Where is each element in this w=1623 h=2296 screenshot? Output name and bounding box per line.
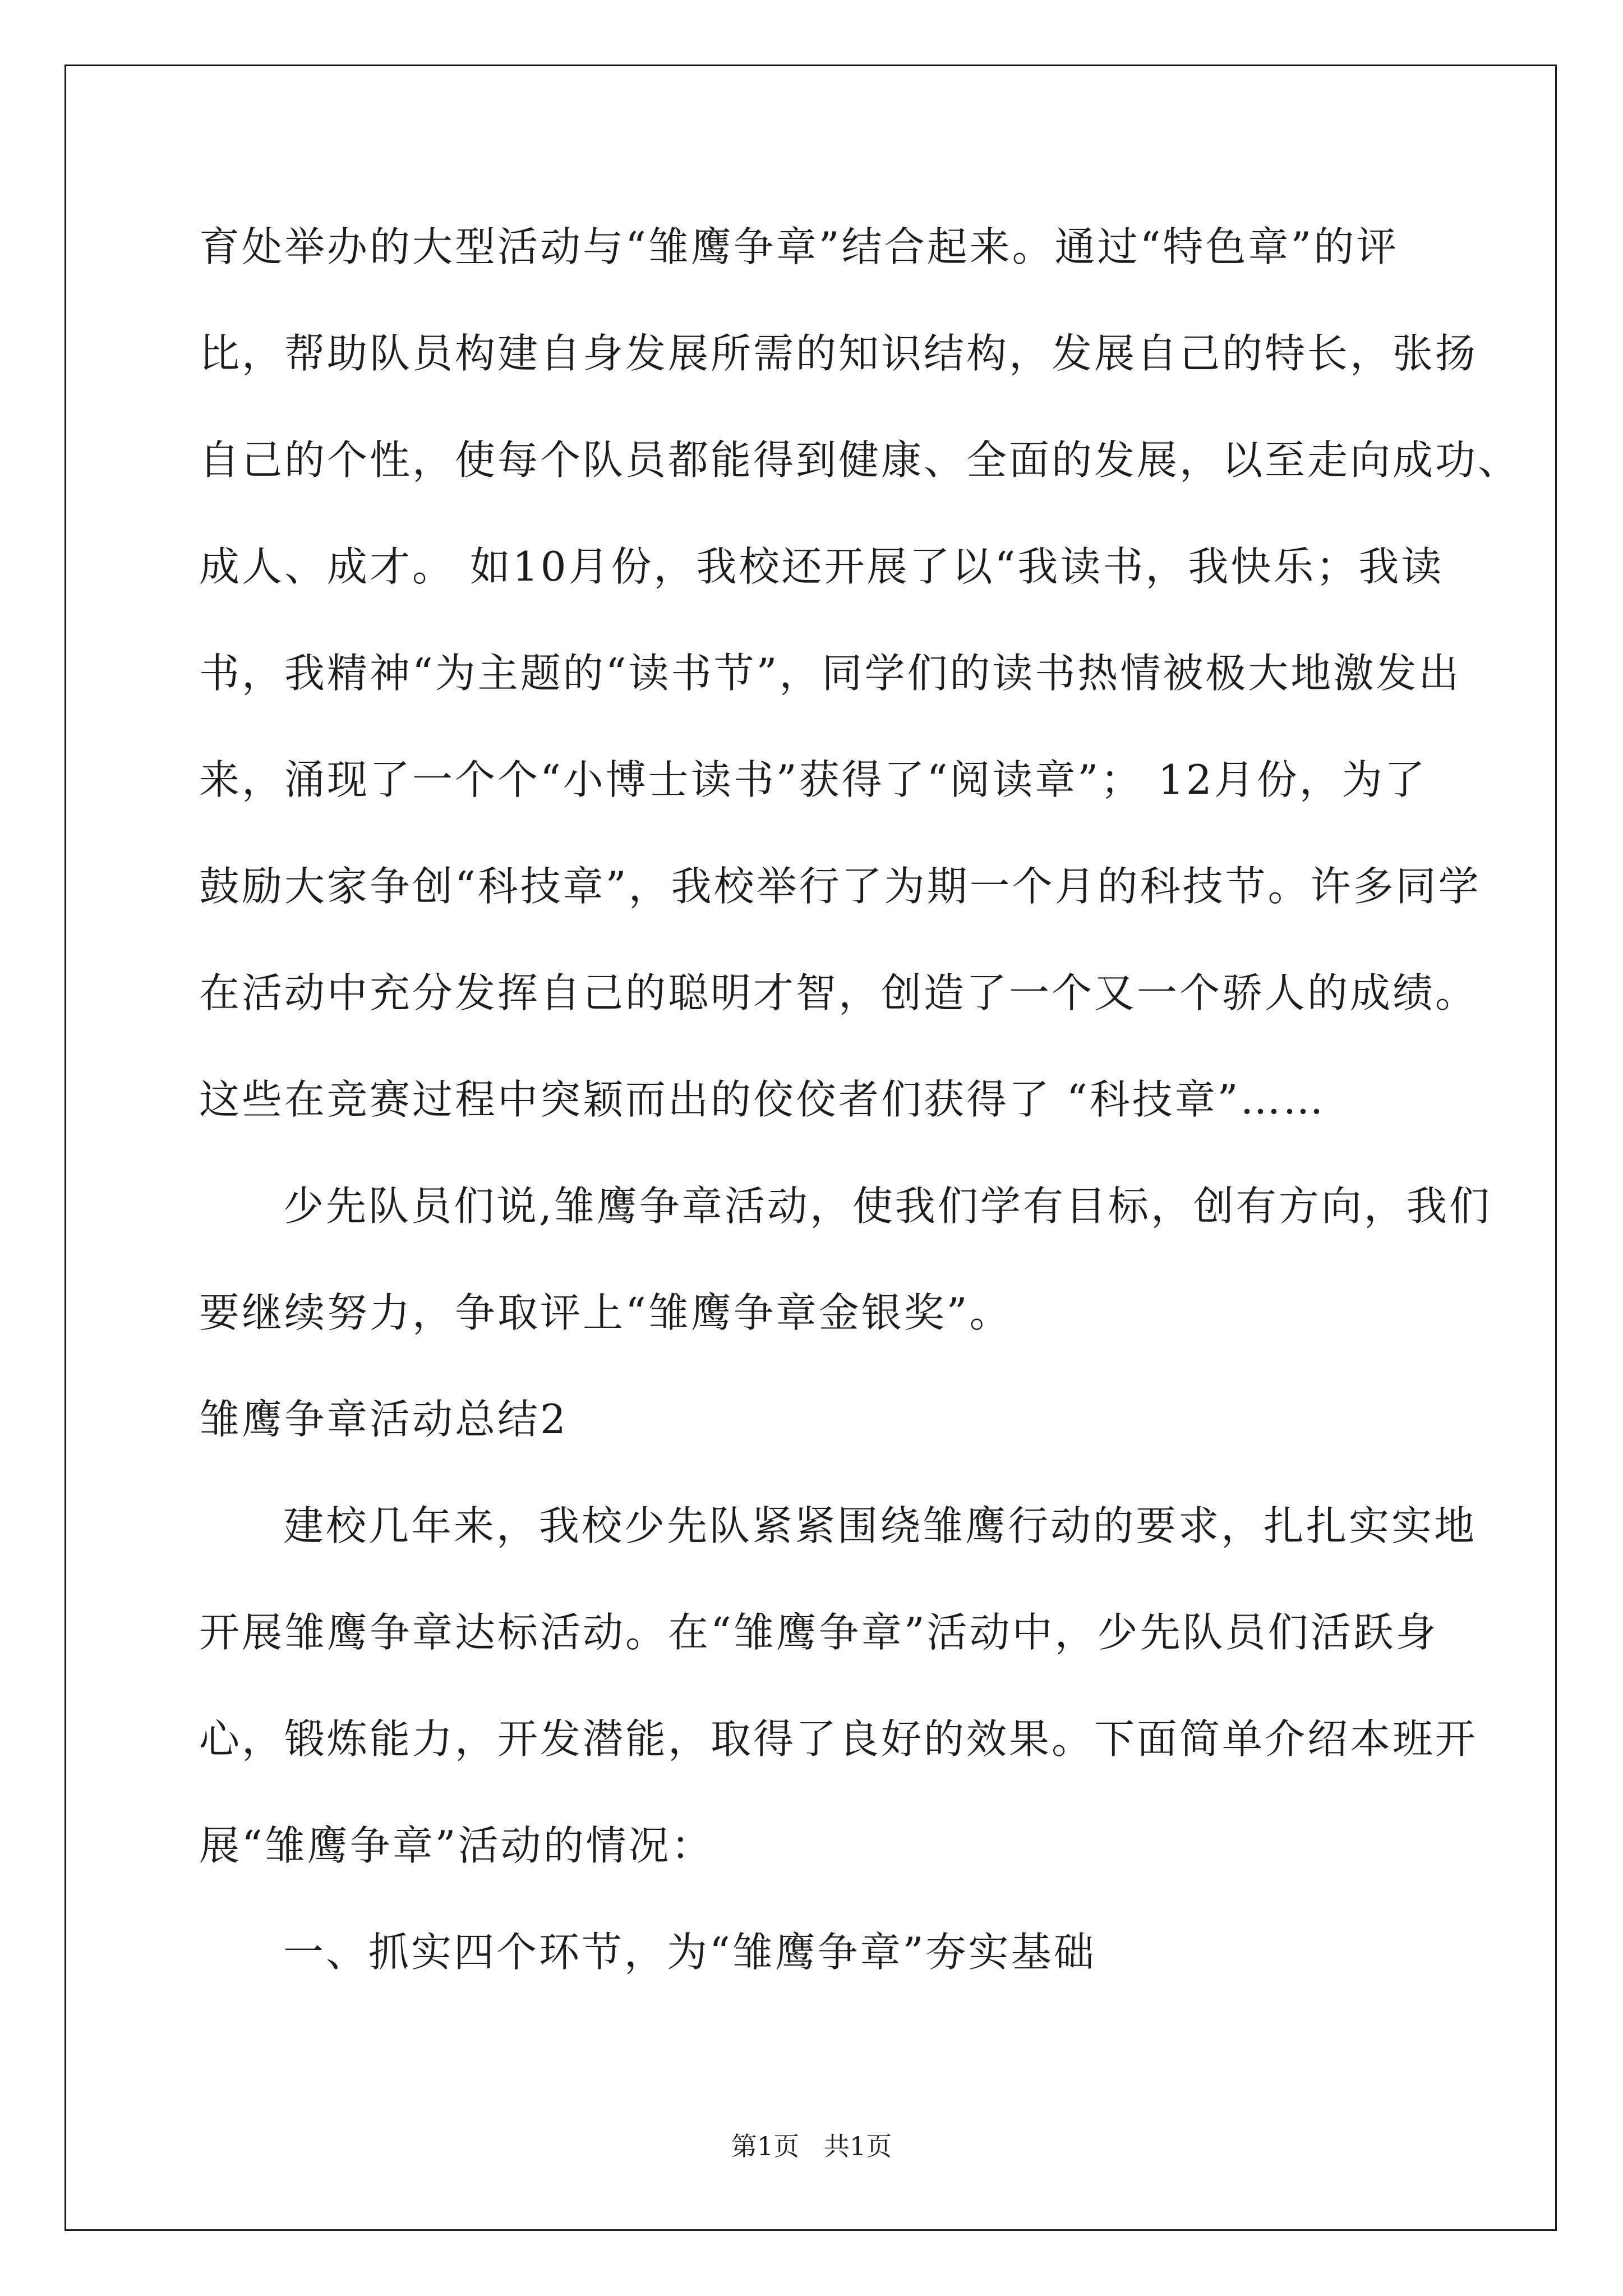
- text-line: 展“雏鹰争章”活动的情况：: [199, 1822, 714, 1869]
- text-line: 在活动中充分发挥自己的聪明才智，创造了一个又一个骄人的成绩。: [199, 969, 1478, 1016]
- text-line: 书，我精神“为主题的“读书节”，同学们的读书热情被极大地激发出: [199, 650, 1461, 697]
- text-line: 成人、成才。 如10月份，我校还开展了以“我读书，我快乐；我读: [199, 543, 1444, 590]
- text-line: 要继续努力，争取评上“雏鹰争章金银奖”。: [199, 1289, 1012, 1336]
- text-line: 自己的个性，使每个队员都能得到健康、全面的发展，以至走向成功、: [199, 436, 1521, 484]
- text-line: 比，帮助队员构建自身发展所需的知识结构，发展自己的特长，张扬: [199, 330, 1478, 377]
- text-line: 鼓励大家争创“科技章”，我校举行了为期一个月的科技节。许多同学: [199, 863, 1481, 910]
- text-line: 心，锻炼能力，开发潜能，取得了良好的效果。下面简单介绍本班开: [199, 1715, 1478, 1763]
- text-line: 建校几年来，我校少先队紧紧围绕雏鹰行动的要求，扎扎实实地: [283, 1502, 1477, 1549]
- text-line: 这些在竞赛过程中突颖而出的佼佼者们获得了 “科技章”……: [199, 1076, 1326, 1123]
- document-body: [199, 213, 1521, 2025]
- text-line: 少先队员们说,雏鹰争章活动，使我们学有目标，创有方向，我们: [283, 1182, 1492, 1230]
- page-number-footer: 第1页 共1页: [731, 2131, 892, 2161]
- subsection-heading: 一、抓实四个环节，为“雏鹰争章”夯实基础: [283, 1929, 1096, 1976]
- text-line: 育处举办的大型活动与“雏鹰争章”结合起来。通过“特色章”的评: [199, 223, 1399, 270]
- text-line: 来，涌现了一个个“小博士读书”获得了“阅读章”； 12月份，为了: [199, 756, 1427, 803]
- text-line: 开展雏鹰争章达标活动。在“雏鹰争章”活动中，少先队员们活跃身: [199, 1609, 1438, 1656]
- section-heading: 雏鹰争章活动总结2: [199, 1396, 568, 1443]
